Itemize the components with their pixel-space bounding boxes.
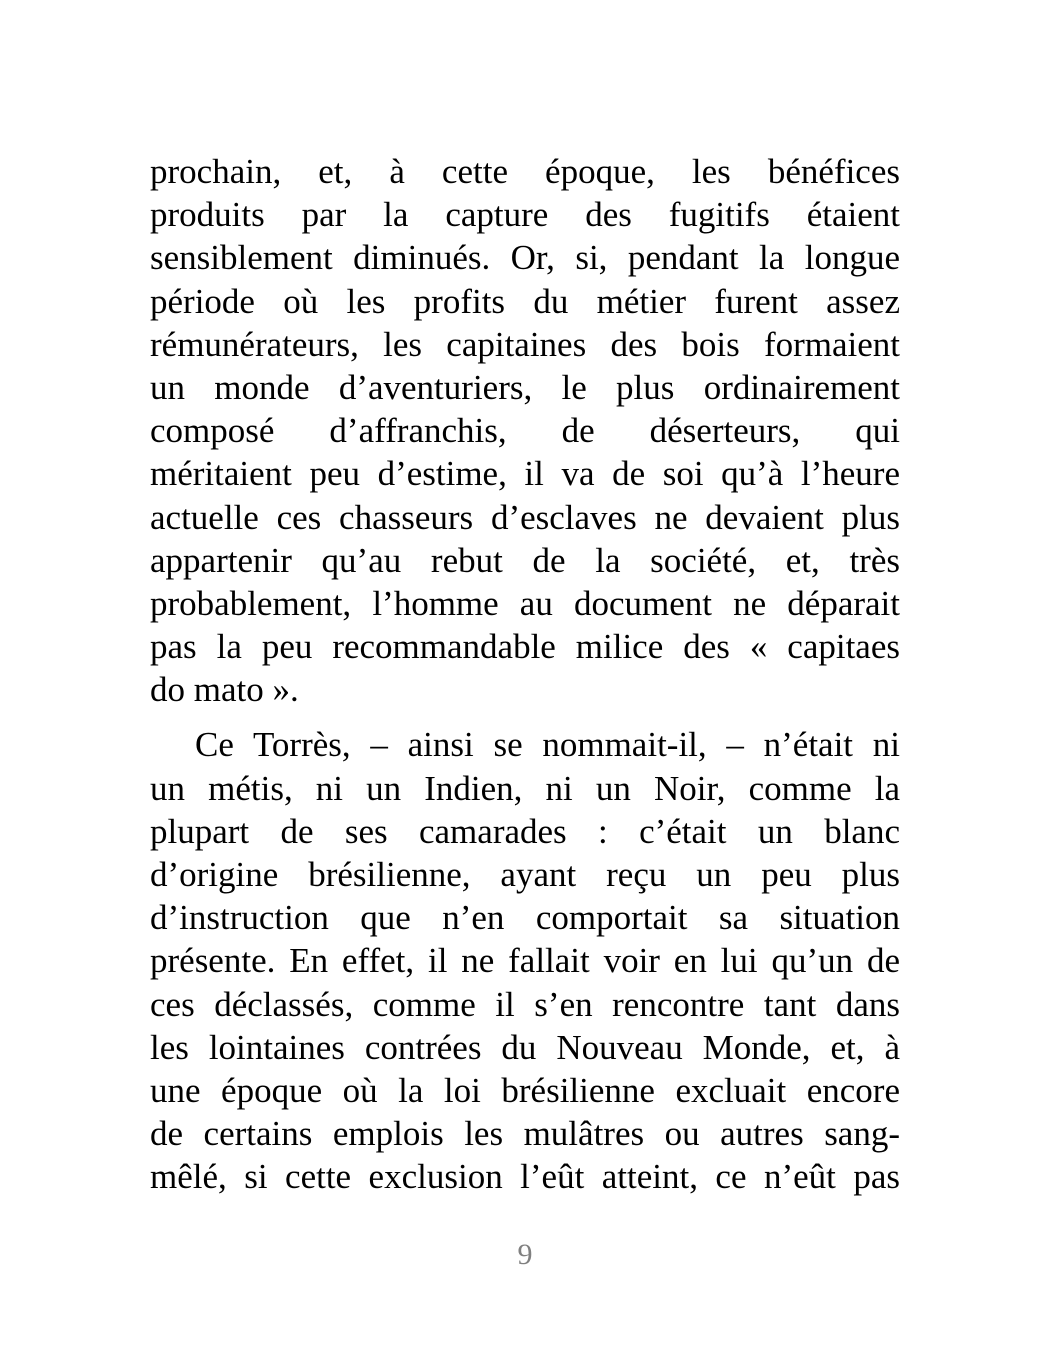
text-line: rémunérateurs, les capitaines des bois formaient bbox=[150, 324, 900, 364]
text-line: un métis, ni un Indien, ni un Noir, comme la bbox=[150, 768, 900, 808]
page-number: 9 bbox=[517, 1238, 533, 1271]
paragraph-2 bbox=[150, 723, 900, 1198]
text-line: présente. En effet, il ne fallait voir en lui qu’un de bbox=[150, 941, 900, 981]
text-line: de certains emplois les mulâtres ou autres sang- bbox=[150, 1114, 900, 1154]
body-text bbox=[150, 150, 900, 1199]
text-line: composé d’affranchis, de déserteurs, qui bbox=[150, 411, 900, 451]
text-line: Ce Torrès, – ainsi se nommait-il, – n’était ni bbox=[195, 725, 900, 765]
text-line: probablement, l’homme au document ne déparait bbox=[150, 583, 900, 623]
text-line: produits par la capture des fugitifs étaient bbox=[150, 195, 900, 235]
text-line: une époque où la loi brésilienne excluait encore bbox=[150, 1070, 900, 1110]
text-line: période où les profits du métier furent assez bbox=[150, 281, 900, 321]
text-line: d’origine brésilienne, ayant reçu un peu plus bbox=[150, 855, 900, 894]
text-line: d’instruction que n’en comportait sa situation bbox=[150, 898, 900, 938]
text-line: un monde d’aventuriers, le plus ordinairement bbox=[150, 367, 900, 407]
text-line: plupart de ses camarades : c’était un blanc bbox=[150, 811, 900, 851]
text-line: les lointaines contrées du Nouveau Monde, et, à bbox=[150, 1027, 900, 1067]
text-line: mêlé, si cette exclusion l’eût atteint, ce n’eût pas bbox=[150, 1157, 900, 1197]
text-line: actuelle ces chasseurs d’esclaves ne devaient plus bbox=[150, 497, 900, 537]
text-line: méritaient peu d’estime, il va de soi qu’à l’heure bbox=[150, 454, 900, 494]
text-line: prochain, et, à cette époque, les bénéfices bbox=[150, 152, 900, 191]
paragraph-1 bbox=[150, 150, 900, 711]
text-line: sensiblement diminués. Or, si, pendant la longue bbox=[150, 238, 900, 278]
text-line: ces déclassés, comme il s’en rencontre tant dans bbox=[150, 984, 900, 1024]
text-line: do mato ». bbox=[150, 670, 299, 710]
text-line: appartenir qu’au rebut de la société, et, très bbox=[150, 540, 900, 580]
text-line: pas la peu recommandable milice des « capitaes bbox=[150, 627, 900, 667]
